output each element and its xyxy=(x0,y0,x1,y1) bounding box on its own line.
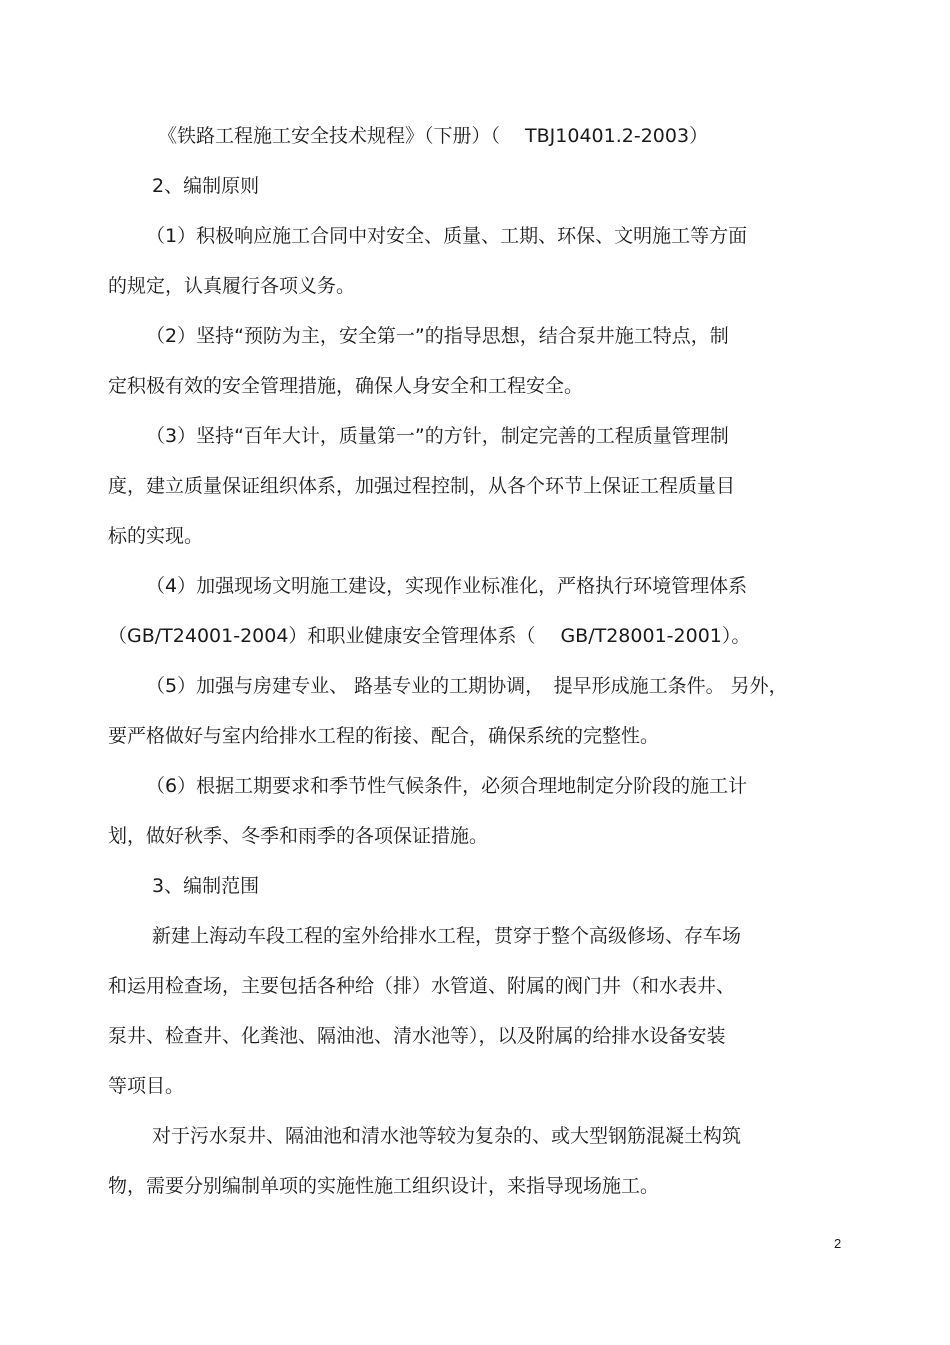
text-line-principle-6-cont: 划，做好秋季、冬季和雨季的各项保证措施。 xyxy=(108,825,489,847)
text-line-principle-1-cont: 的规定，认真履行各项义务。 xyxy=(108,275,356,297)
text-line-scope-1: 新建上海动车段工程的室外给排水工程，贯穿于整个高级修场、存车场 xyxy=(152,925,742,947)
heading-compilation-principles: 2、编制原则 xyxy=(152,175,260,197)
text-line-scope-4: 等项目。 xyxy=(108,1075,185,1097)
text-line-principle-4: （4）加强现场文明施工建设，实现作业标准化，严格执行环境管理体系 xyxy=(146,575,748,597)
page-number: 2 xyxy=(834,1236,842,1251)
text-line-principle-4-cont: （GB/T24001-2004）和职业健康安全管理体系（ GB/T28001-2001）。 xyxy=(108,625,751,647)
text-line-principle-3: （3）坚持“百年大计，质量第一”的方针，制定完善的工程质量管理制 xyxy=(146,425,729,447)
text-line-principle-3-end: 标的实现。 xyxy=(108,525,204,547)
text-line-principle-2-cont: 定积极有效的安全管理措施，确保人身安全和工程安全。 xyxy=(108,375,584,397)
text-line-principle-6: （6）根据工期要求和季节性气候条件，必须合理地制定分阶段的施工计 xyxy=(146,775,748,797)
text-line-principle-5-cont: 要严格做好与室内给排水工程的衔接、配合，确保系统的完整性。 xyxy=(108,725,660,747)
text-line-principle-3-cont: 度，建立质量保证组织体系，加强过程控制，从各个环节上保证工程质量目 xyxy=(108,475,736,497)
text-line-principle-2: （2）坚持“预防为主，安全第一”的指导思想，结合泵井施工特点，制 xyxy=(146,325,729,347)
text-line-principle-5: （5）加强与房建专业、 路基专业的工期协调， 提早形成施工条件。 另外， xyxy=(146,675,788,697)
heading-compilation-scope: 3、编制范围 xyxy=(152,875,260,897)
text-line-principle-1: （1）积极响应施工合同中对安全、质量、工期、环保、文明施工等方面 xyxy=(146,225,748,247)
text-line-scope-2: 和运用检查场，主要包括各种给（排）水管道、附属的阀门井（和水表井、 xyxy=(108,975,736,997)
text-line-scope-6: 物，需要分别编制单项的实施性施工组织设计，来指导现场施工。 xyxy=(108,1175,660,1197)
text-line-regulation: 《铁路工程施工安全技术规程》（下册）（ TBJ10401.2-2003） xyxy=(158,125,709,147)
text-line-scope-3: 泵井、检查井、化粪池、隔油池、清水池等），以及附属的给排水设备安装 xyxy=(108,1025,726,1047)
text-line-scope-5: 对于污水泵井、隔油池和清水池等较为复杂的、或大型钢筋混凝土构筑 xyxy=(152,1125,742,1147)
